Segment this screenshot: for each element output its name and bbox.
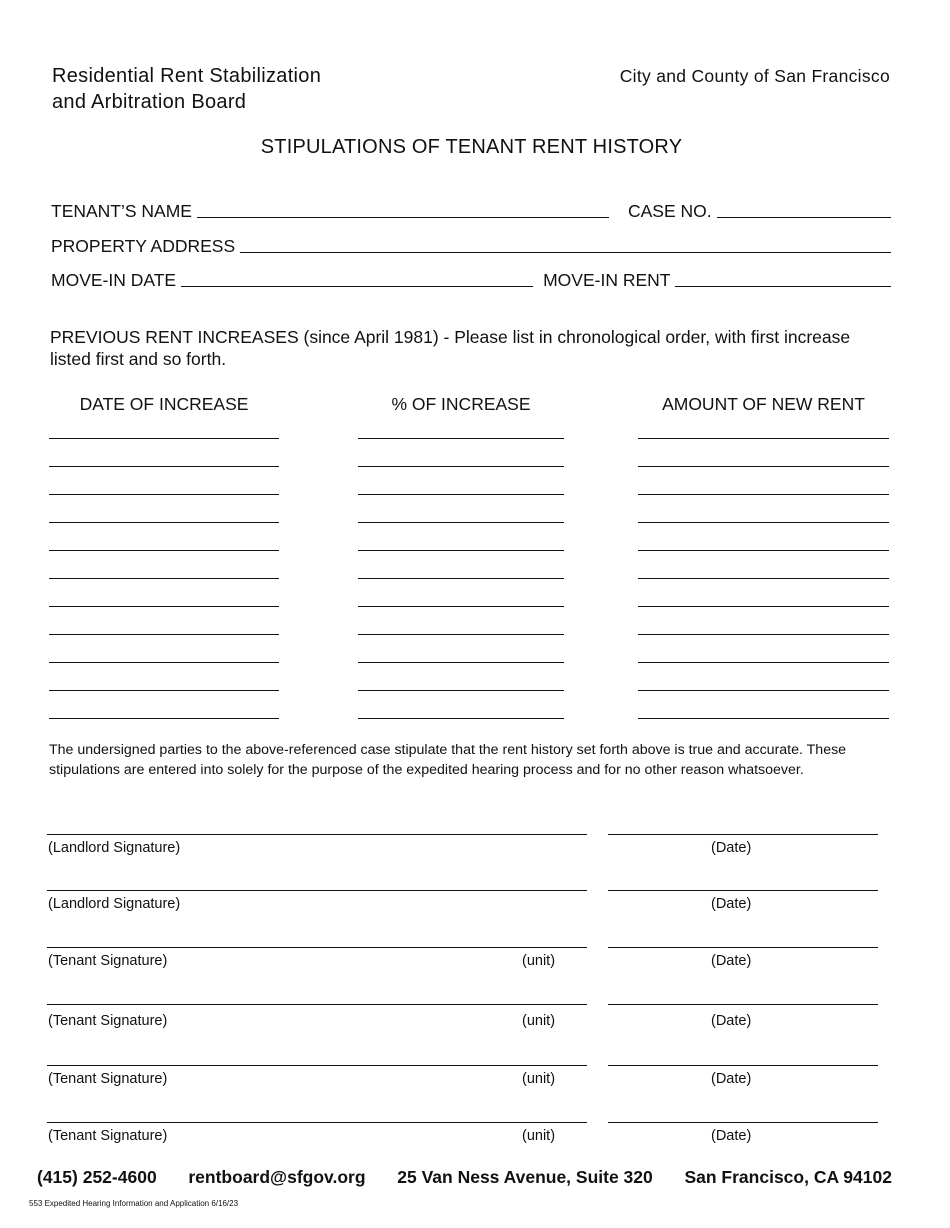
percent-of-increase-line[interactable] (358, 718, 564, 719)
new-rent-amount-line[interactable] (638, 578, 889, 579)
move-in-rent-label: MOVE-IN RENT (543, 270, 671, 290)
column-header-date: DATE OF INCREASE (79, 394, 249, 414)
date-of-increase-line[interactable] (49, 718, 279, 719)
footer-phone: (415) 252-4600 (37, 1167, 157, 1187)
date-line[interactable] (608, 1004, 878, 1005)
new-rent-amount-line[interactable] (638, 718, 889, 719)
tenant-name-row (51, 196, 891, 222)
unit-label: (unit) (522, 953, 556, 969)
tenant-name-label: TENANT’S NAME (51, 201, 192, 221)
date-label: (Date) (711, 953, 752, 969)
property-address-field[interactable] (240, 252, 891, 253)
stipulation-statement: The undersigned parties to the above-referenced case stipulate that the rent history set forth above is true and accurate. These stipulations are entered into solely for the purpose of the expedited hearing process and for no other reason whatsoever. (49, 742, 847, 778)
property-address-label: PROPERTY ADDRESS (51, 236, 236, 256)
date-label: (Date) (711, 896, 752, 912)
signature-line[interactable] (47, 1122, 587, 1123)
new-rent-amount-line[interactable] (638, 606, 889, 607)
date-of-increase-line[interactable] (49, 690, 279, 691)
date-of-increase-line[interactable] (49, 494, 279, 495)
footer-city: San Francisco, CA 94102 (684, 1167, 892, 1187)
date-line[interactable] (608, 1122, 878, 1123)
tenant-signature-label: (Tenant Signature) (48, 1013, 168, 1029)
date-label: (Date) (711, 1071, 752, 1087)
unit-label: (unit) (522, 1071, 556, 1087)
page-title: STIPULATIONS OF TENANT RENT HISTORY (260, 136, 683, 158)
landlord-signature-label: (Landlord Signature) (48, 896, 181, 912)
new-rent-amount-line[interactable] (638, 662, 889, 663)
percent-of-increase-line[interactable] (358, 578, 564, 579)
date-of-increase-line[interactable] (49, 578, 279, 579)
date-of-increase-line[interactable] (49, 606, 279, 607)
new-rent-amount-line[interactable] (638, 522, 889, 523)
new-rent-amount-line[interactable] (638, 494, 889, 495)
form-number: 553 Expedited Hearing Information and Application 6/16/23 (29, 1199, 239, 1208)
move-in-row (51, 265, 891, 291)
property-address-row (51, 231, 891, 257)
new-rent-amount-line[interactable] (638, 550, 889, 551)
column-header-amount: AMOUNT OF NEW RENT (662, 394, 865, 414)
move-in-rent-field[interactable] (675, 286, 891, 287)
tenant-signature-label: (Tenant Signature) (48, 953, 168, 969)
unit-label: (unit) (522, 1013, 556, 1029)
percent-of-increase-line[interactable] (358, 494, 564, 495)
org-line-2: and Arbitration Board (52, 91, 247, 113)
tenant-signature-label: (Tenant Signature) (48, 1071, 168, 1087)
date-label: (Date) (711, 840, 752, 856)
move-in-date-label: MOVE-IN DATE (51, 270, 177, 290)
organization-name (52, 63, 321, 115)
date-of-increase-line[interactable] (49, 662, 279, 663)
case-no-field[interactable] (717, 217, 891, 218)
date-of-increase-line[interactable] (49, 550, 279, 551)
percent-of-increase-line[interactable] (358, 690, 564, 691)
date-label: (Date) (711, 1128, 752, 1144)
landlord-signature-label: (Landlord Signature) (48, 840, 181, 856)
percent-of-increase-line[interactable] (358, 522, 564, 523)
new-rent-amount-line[interactable] (638, 438, 889, 439)
city-name: City and County of San Francisco (619, 66, 890, 86)
signature-line[interactable] (47, 947, 587, 948)
percent-of-increase-line[interactable] (358, 550, 564, 551)
date-line[interactable] (608, 834, 878, 835)
date-line[interactable] (608, 1065, 878, 1066)
date-of-increase-line[interactable] (49, 634, 279, 635)
new-rent-amount-line[interactable] (638, 466, 889, 467)
date-of-increase-line[interactable] (49, 466, 279, 467)
tenant-name-field[interactable] (197, 217, 609, 218)
increases-instructions: PREVIOUS RENT INCREASES (since April 1981) - Please list in chronological order, with first increase listed first and so forth. (50, 327, 851, 369)
percent-of-increase-line[interactable] (358, 634, 564, 635)
signature-line[interactable] (47, 1065, 587, 1066)
date-of-increase-line[interactable] (49, 438, 279, 439)
signature-line[interactable] (47, 1004, 587, 1005)
signature-line[interactable] (47, 890, 587, 891)
column-header-percent: % OF INCREASE (391, 394, 531, 414)
percent-of-increase-line[interactable] (358, 438, 564, 439)
new-rent-amount-line[interactable] (638, 634, 889, 635)
org-line-1: Residential Rent Stabilization (52, 65, 322, 87)
percent-of-increase-line[interactable] (358, 606, 564, 607)
case-no-label: CASE NO. (627, 201, 712, 221)
date-line[interactable] (608, 947, 878, 948)
footer-contact (37, 1167, 892, 1188)
move-in-date-field[interactable] (181, 286, 533, 287)
date-label: (Date) (711, 1013, 752, 1029)
new-rent-amount-line[interactable] (638, 690, 889, 691)
date-of-increase-line[interactable] (49, 522, 279, 523)
footer-address: 25 Van Ness Avenue, Suite 320 (397, 1167, 653, 1187)
percent-of-increase-line[interactable] (358, 466, 564, 467)
date-line[interactable] (608, 890, 878, 891)
percent-of-increase-line[interactable] (358, 662, 564, 663)
footer-email: rentboard@sfgov.org (188, 1167, 366, 1187)
unit-label: (unit) (522, 1128, 556, 1144)
tenant-signature-label: (Tenant Signature) (48, 1128, 168, 1144)
signature-line[interactable] (47, 834, 587, 835)
